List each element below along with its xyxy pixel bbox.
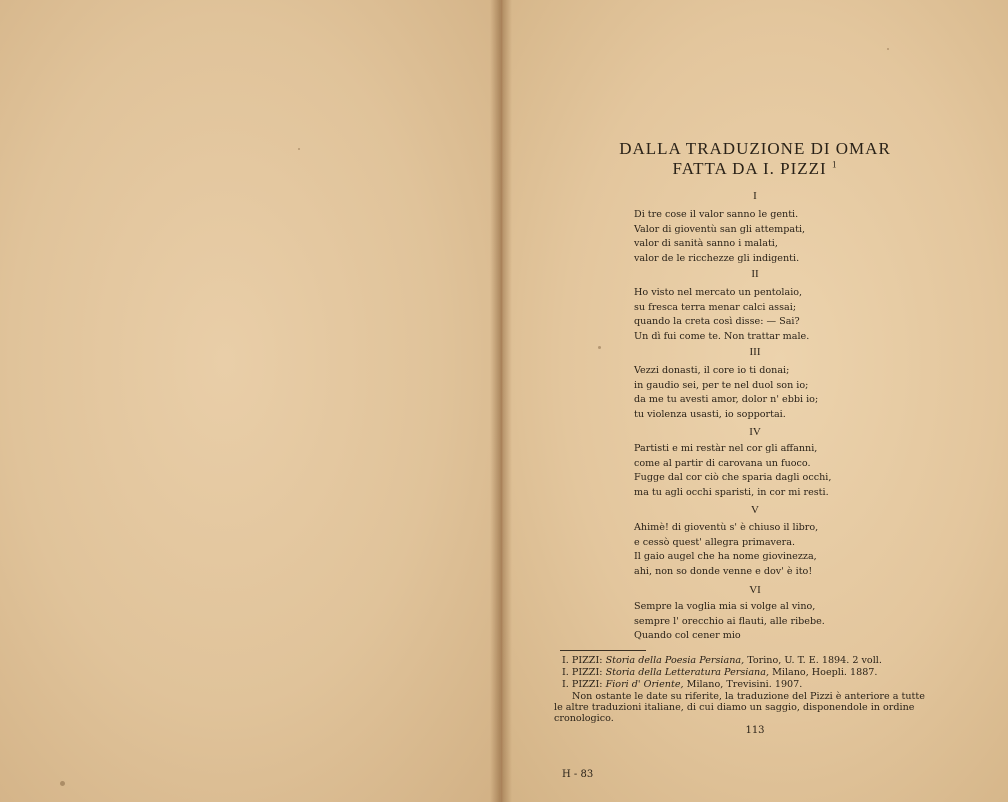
footnote-author: I. PIZZI: (562, 679, 603, 690)
verse-line: ahi, non so donde venne e dov' è ito! (634, 565, 813, 577)
verse-line: come al partir di carovana un fuoco. (634, 457, 811, 469)
verse-line: Un dì fui come te. Non trattar male. (634, 330, 810, 342)
footnote-1 (562, 655, 882, 667)
verse-line: Di tre cose il valor sanno le genti. (634, 209, 799, 220)
paper-speck (298, 148, 300, 150)
verse-line: Partisti e mi restàr nel cor gli affanni, (634, 443, 818, 454)
footnote-details: Milano, Hoepli. 1887. (772, 667, 878, 678)
stanza-4 (634, 442, 831, 500)
verse-line: Vezzi donasti, il core io ti donai; (634, 365, 790, 376)
stanza-numeral: IV (749, 426, 761, 438)
right-page (502, 0, 1008, 802)
footnote-3 (562, 679, 802, 691)
verse-line: Ho visto nel mercato un pentolaio, (634, 287, 803, 298)
left-page-blank (0, 0, 500, 802)
paper-speck (887, 48, 889, 50)
footnote-author: I. PIZZI: (562, 655, 603, 666)
verse-line: Ahimè! di gioventù s' è chiuso il libro, (634, 522, 819, 533)
verse-line: e cessò quest' allegra primavera. (634, 536, 796, 548)
verse-line: in gaudio sei, per te nel duol son io; (634, 379, 809, 391)
note-line-1: Non ostante le date su riferite, la traduzione del Pizzi è anteriore a tutte (572, 691, 925, 702)
title-line-1: DALLA TRADUZIONE DI OMAR (619, 139, 891, 158)
stanza-2 (634, 286, 809, 344)
stanza-numeral: V (751, 504, 759, 516)
stanza-3 (634, 364, 818, 422)
printer-signature: H - 83 (562, 769, 594, 780)
footnote-author: I. PIZZI: (562, 667, 603, 678)
footnote-work: Storia della Poesia Persiana, (605, 655, 745, 666)
verse-line: sempre l' orecchio ai flauti, alle ribebe. (634, 615, 825, 627)
verse-line: Sempre la voglia mia si volge al vino, (634, 601, 816, 612)
stanza-6 (634, 600, 825, 644)
paper-speck (598, 346, 601, 349)
paper-speck (60, 781, 65, 786)
verse-line: quando la creta così disse: — Sai? (634, 316, 800, 327)
verse-line: valor di sanità sanno i malati, (634, 238, 778, 249)
stanza-numeral: II (751, 268, 759, 280)
title-line-2 (502, 159, 1008, 179)
page-number: 113 (745, 725, 765, 736)
verse-line: ma tu agli occhi sparisti, in cor mi resti. (634, 486, 829, 498)
book-gutter (490, 0, 512, 802)
verse-line: Quando col cener mio (634, 630, 741, 641)
footnote-rule (560, 650, 646, 651)
verse-line: Valor di gioventù san gli attempati, (634, 223, 806, 235)
footnote-work: Fiori d' Oriente, (605, 679, 684, 690)
footnote-mark: 1 (831, 159, 838, 170)
title-line-2-text: FATTA DA I. PIZZI (672, 159, 827, 178)
footnote-details: Torino, U. T. E. 1894. 2 voll. (747, 655, 882, 666)
stanza-5 (634, 521, 818, 579)
verse-line: su fresca terra menar calci assai; (634, 301, 797, 313)
note-line-3: cronologico. (554, 713, 614, 724)
verse-line: Fugge dal cor ciò che sparia dagli occhi, (634, 472, 832, 483)
stanza-numeral: I (753, 190, 757, 202)
note-line-2: le altre traduzioni italiane, di cui diamo un saggio, disponendole in ordine (554, 702, 915, 713)
verse-line: tu violenza usasti, io sopportai. (634, 408, 786, 420)
footnote-2 (562, 667, 877, 679)
verse-line: valor de le ricchezze gli indigenti. (634, 252, 800, 264)
footnote-work: Storia della Letteratura Persiana, (605, 667, 769, 678)
stanza-1 (634, 208, 805, 266)
stanza-numeral: VI (749, 584, 761, 596)
stanza-numeral: III (749, 346, 761, 358)
footnote-details: Milano, Trevisini. 1907. (686, 679, 803, 690)
verse-line: Il gaio augel che ha nome giovinezza, (634, 551, 817, 562)
verse-line: da me tu avesti amor, dolor n' ebbi io; (634, 394, 819, 405)
